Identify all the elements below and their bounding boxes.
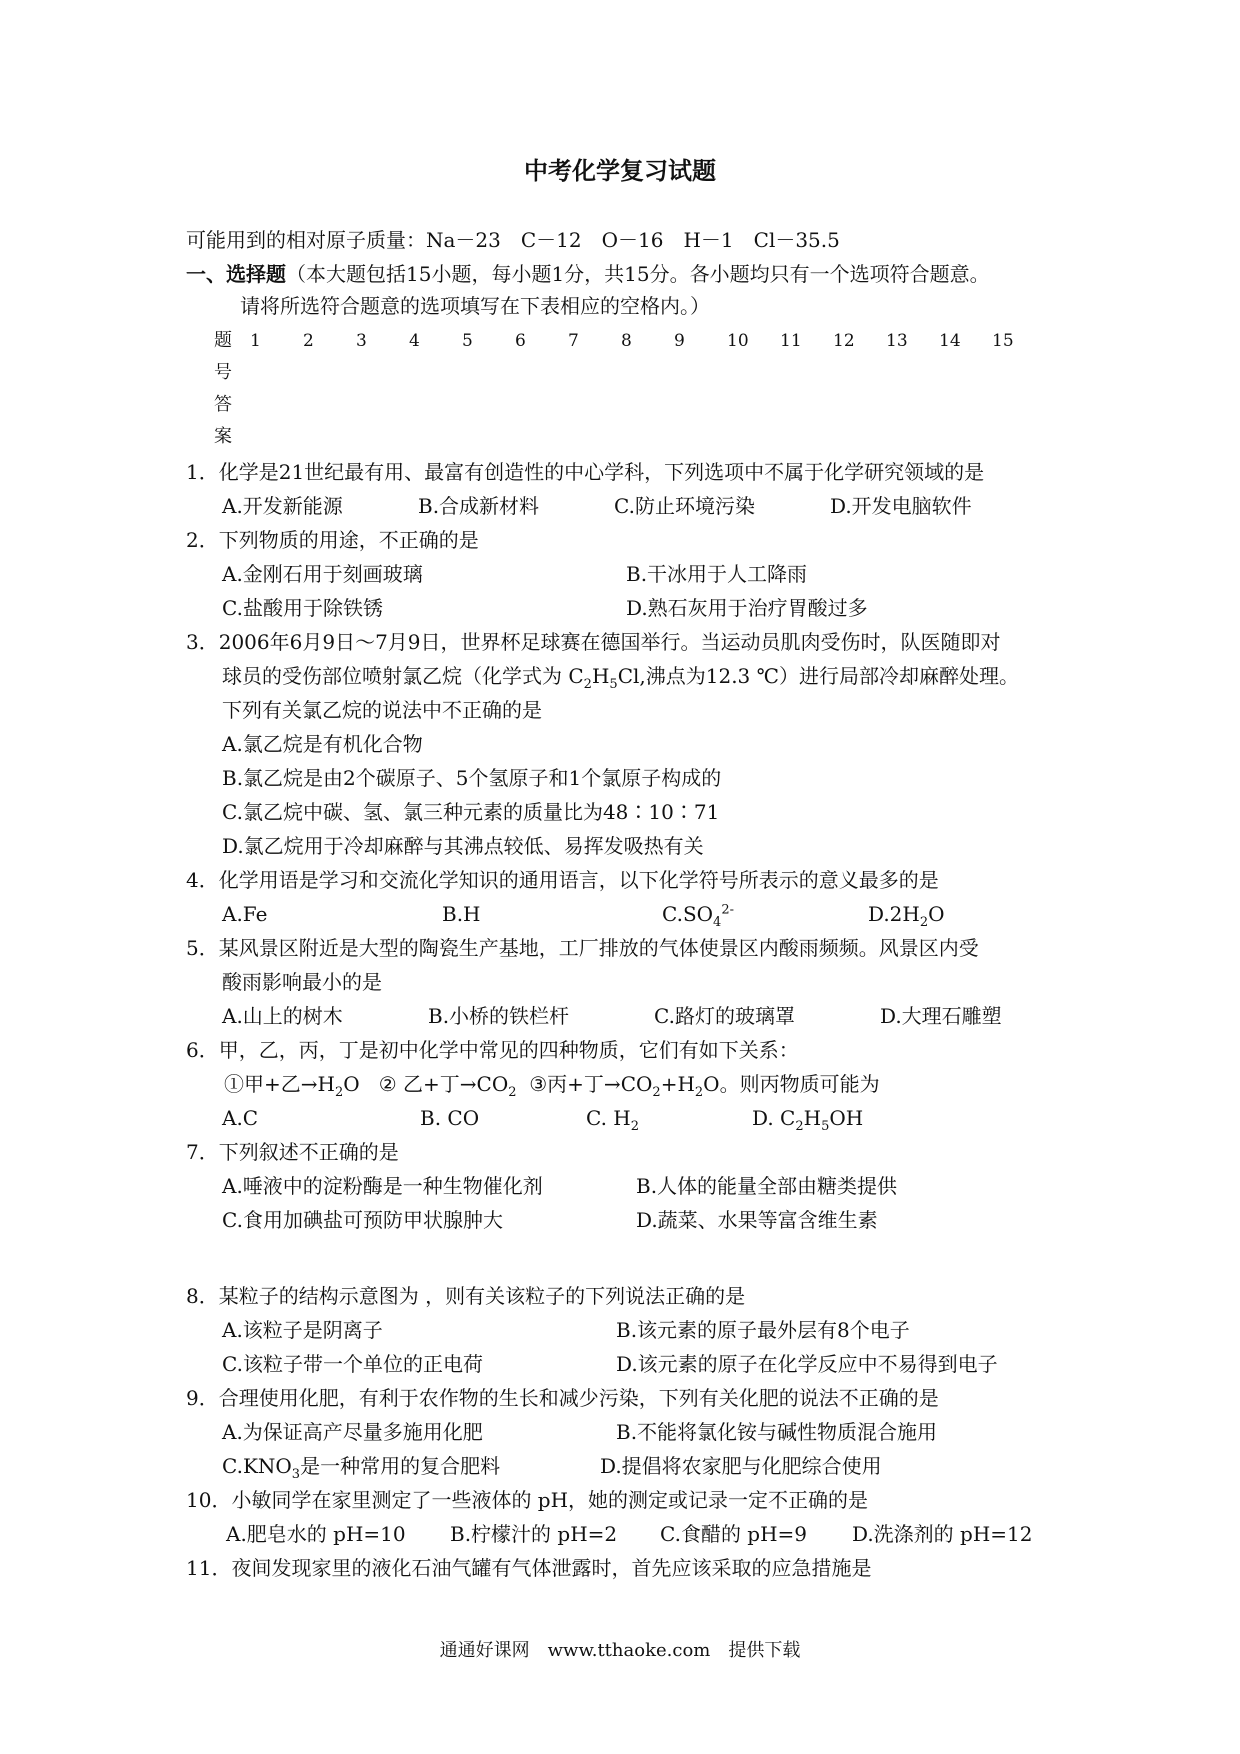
q6-d-sub2: 5 [821, 1119, 830, 1134]
q9-stem: 9．合理使用化肥，有利于农作物的生长和减少污染，下列有关化肥的说法不正确的是 [186, 1386, 939, 1410]
q3-stem-line3: 下列有关氯乙烷的说法中不正确的是 [222, 698, 542, 722]
section-1-instructions [186, 262, 990, 286]
q1-option-a: A.开发新能源 [222, 494, 343, 518]
q8-option-b: B.该元素的原子最外层有8个电子 [616, 1318, 910, 1342]
table-number-cell: 7 [568, 331, 579, 351]
q6-stem: 6．甲，乙，丙，丁是初中化学中常见的四种物质，它们有如下关系： [186, 1038, 799, 1062]
q10-option-b: B.柠檬汁的 pH=2 [450, 1522, 618, 1546]
q6-rel3-sub1: 2 [652, 1085, 661, 1100]
q10-option-c: C.食醋的 pH=9 [660, 1522, 808, 1546]
q4-d-part-b: O [928, 902, 945, 926]
q8-option-c: C.该粒子带一个单位的正电荷 [222, 1352, 483, 1376]
q6-d-part-b: H [803, 1106, 822, 1130]
q6-c-sub: 2 [630, 1119, 640, 1134]
section-1-instr-line1: （本大题包括15小题，每小题1分，共15分。各小题均只有一个选项符合题意。 [286, 262, 990, 286]
q4-stem: 4．化学用语是学习和交流化学知识的通用语言，以下化学符号所表示的意义最多的是 [186, 868, 939, 892]
q3-line2-sub1: 2 [583, 677, 592, 692]
q6-rel1-a: ①甲+乙→H [224, 1072, 335, 1096]
table-number-cell: 13 [886, 331, 908, 351]
q6-rel3-sub2: 2 [694, 1085, 704, 1100]
q2-stem: 2．下列物质的用途，不正确的是 [186, 528, 479, 552]
q10-option-d: D.洗涤剂的 pH=12 [852, 1522, 1033, 1546]
q4-c-part-a: C.SO [662, 902, 714, 926]
q6-option-b: B. CO [420, 1106, 480, 1130]
q5-option-b: B.小桥的铁栏杆 [428, 1004, 570, 1028]
q7-option-a: A.唾液中的淀粉酶是一种生物催化剂 [222, 1174, 543, 1198]
table-label-answer-a: 答 [214, 394, 232, 415]
q2-option-d: D.熟石灰用于治疗胃酸过多 [626, 596, 868, 620]
q4-d-part-a: D.2H [868, 902, 920, 926]
q5-option-a: A.山上的树木 [222, 1004, 343, 1028]
table-number-cell: 2 [303, 331, 314, 351]
q6-rel2-a: ② 乙+丁→CO [378, 1072, 509, 1096]
page-footer: 通通好课网 www.tthaoke.com 提供下载 [439, 1640, 801, 1661]
q6-d-sub1: 2 [795, 1119, 804, 1134]
q9-c-sub: 3 [291, 1467, 301, 1482]
table-label-number-a: 题 [214, 330, 232, 351]
q9-c-part-a: C.KNO [222, 1454, 292, 1478]
q6-rel3-a: ③丙+丁→CO [529, 1072, 653, 1096]
q6-relations [224, 1072, 880, 1100]
q3-option-b: B.氯乙烷是由2个碳原子、5个氢原子和1个氯原子构成的 [222, 766, 722, 790]
q9-option-b: B.不能将氯化铵与碱性物质混合施用 [616, 1420, 938, 1444]
q9-c-part-b: 是一种常用的复合肥料 [300, 1454, 501, 1478]
table-number-cell: 1 [250, 331, 261, 351]
q2-option-a: A.金刚石用于刻画玻璃 [222, 562, 423, 586]
q6-option-d [752, 1106, 864, 1134]
q4-option-b: B.H [442, 902, 481, 926]
table-number-cell: 3 [356, 331, 367, 351]
q9-option-c [222, 1454, 501, 1482]
q7-option-c: C.食用加碘盐可预防甲状腺肿大 [222, 1208, 503, 1232]
q3-line2-sub2: 5 [609, 677, 618, 692]
table-number-cell: 10 [727, 331, 749, 351]
q7-stem: 7．下列叙述不正确的是 [186, 1140, 399, 1164]
q6-rel3-b: +H [660, 1072, 695, 1096]
q10-option-a: A.肥皂水的 pH=10 [226, 1522, 406, 1546]
q8-option-a: A.该粒子是阴离子 [222, 1318, 383, 1342]
section-1-instr-line2: 请将所选符合题意的选项填写在下表相应的空格内。） [240, 294, 710, 318]
table-label-answer-b: 案 [214, 426, 232, 447]
q1-option-d: D.开发电脑软件 [830, 494, 972, 518]
q3-line2-part-c: Cl,沸点为12.3 ℃）进行局部冷却麻醉处理。 [617, 664, 1020, 688]
q9-option-d: D.提倡将农家肥与化肥综合使用 [600, 1454, 882, 1478]
q6-rel1-sub: 2 [334, 1085, 344, 1100]
table-number-cell: 6 [515, 331, 526, 351]
q9-option-a: A.为保证高产尽量多施用化肥 [222, 1420, 483, 1444]
q7-option-d: D.蔬菜、水果等富含维生素 [636, 1208, 878, 1232]
q6-d-part-a: D. C [752, 1106, 796, 1130]
q3-stem-line2 [222, 664, 1020, 692]
page-title: 中考化学复习试题 [524, 156, 716, 185]
q5-stem-line1: 5．某风景区附近是大型的陶瓷生产基地，工厂排放的气体使景区内酸雨频频。风景区内受 [186, 936, 979, 960]
q1-option-c: C.防止环境污染 [614, 494, 755, 518]
q3-option-c: C.氯乙烷中碳、氢、氯三种元素的质量比为48∶10∶71 [222, 800, 720, 824]
q3-line2-part-b: H [591, 664, 610, 688]
q8-stem: 8．某粒子的结构示意图为 ，则有关该粒子的下列说法正确的是 [186, 1284, 746, 1308]
q1-option-b: B.合成新材料 [418, 494, 540, 518]
q8-option-d: D.该元素的原子在化学反应中不易得到电子 [616, 1352, 998, 1376]
q6-option-c [586, 1106, 640, 1134]
q4-d-sub: 2 [919, 915, 929, 930]
q4-option-c [662, 902, 734, 930]
atomic-mass-note: 可能用到的相对原子质量：Na－23 C－12 O－16 H－1 Cl－35.5 [186, 228, 840, 252]
q6-option-a: A.C [222, 1106, 259, 1130]
q5-option-d: D.大理石雕塑 [880, 1004, 1002, 1028]
table-number-cell: 14 [939, 331, 961, 351]
q2-option-b: B.干冰用于人工降雨 [626, 562, 808, 586]
table-number-cell: 9 [674, 331, 685, 351]
q7-option-b: B.人体的能量全部由糖类提供 [636, 1174, 898, 1198]
q6-c-part-a: C. H [586, 1106, 631, 1130]
q3-stem-line1: 3．2006年6月9日～7月9日，世界杯足球赛在德国举行。当运动员肌肉受伤时，队医随即对 [186, 630, 1001, 654]
table-number-cell: 12 [833, 331, 855, 351]
table-number-cell: 11 [780, 331, 802, 351]
q1-stem: 1．化学是21世纪最有用、最富有创造性的中心学科，下列选项中不属于化学研究领域的是 [186, 460, 985, 484]
table-number-cell: 8 [621, 331, 632, 351]
q6-d-part-c: OH [829, 1106, 864, 1130]
q3-option-d: D.氯乙烷用于冷却麻醉与其沸点较低、易挥发吸热有关 [222, 834, 704, 858]
table-label-number-b: 号 [214, 362, 232, 383]
q2-option-c: C.盐酸用于除铁锈 [222, 596, 383, 620]
q10-stem: 10．小敏同学在家里测定了一些液体的 pH，她的测定或记录一定不正确的是 [186, 1488, 869, 1512]
section-1-heading: 一、选择题 [186, 262, 286, 286]
table-number-cell: 4 [409, 331, 420, 351]
q6-rel1-b: O [343, 1072, 360, 1096]
q4-c-sub: 4 [713, 915, 722, 930]
table-number-cell: 15 [992, 331, 1014, 351]
q5-option-c: C.路灯的玻璃罩 [654, 1004, 795, 1028]
q5-stem-line2: 酸雨影响最小的是 [222, 970, 382, 994]
table-number-cell: 5 [462, 331, 473, 351]
q3-option-a: A.氯乙烷是有机化合物 [222, 732, 423, 756]
q6-rel2-sub: 2 [508, 1085, 517, 1100]
q3-line2-part-a: 球员的受伤部位喷射氯乙烷（化学式为 C [222, 664, 584, 688]
q11-stem: 11．夜间发现家里的液化石油气罐有气体泄露时，首先应该采取的应急措施是 [186, 1556, 872, 1580]
q4-option-d [868, 902, 945, 930]
q4-c-sup: 2- [721, 902, 734, 918]
q4-option-a: A.Fe [222, 902, 268, 926]
q6-rel3-c: O。则丙物质可能为 [703, 1072, 880, 1096]
